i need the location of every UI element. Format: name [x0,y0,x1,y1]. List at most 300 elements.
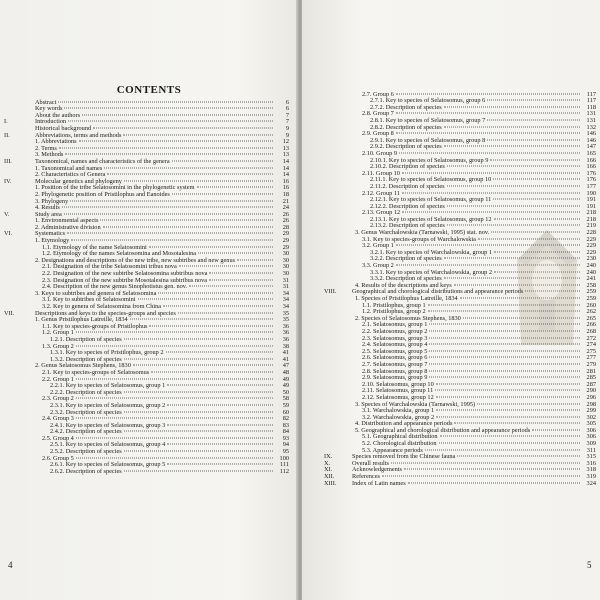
toc-entry-title: 3.1. Warchalowskia, group 1 [362,407,435,415]
toc-entry-page: 83 [282,421,289,429]
toc-dot-leader [58,96,273,103]
toc-entry-title: 4. Results [35,204,60,212]
toc-entry-title: 2.7. Selatosomus, group 7 [362,360,428,368]
toc-entry-page: 285 [586,374,596,382]
toc-dot-leader [167,399,273,406]
toc-entry-title: 2.10. Selatosomus, group 10 [362,380,434,388]
toc-entry-title: 2.12. Group 11 [362,189,400,197]
toc-entry-title: 2.8. Group 7 [362,110,394,118]
toc-dot-leader [396,88,580,95]
toc-entry-title: 2.4. Description of the new genus Sinophotistus gen. nov. [42,283,188,291]
toc-dot-leader [425,444,580,451]
toc-dot-leader [494,213,580,220]
toc-entry-title: 1. Environmental aspects [35,217,99,225]
toc-dot-leader [70,194,273,201]
toc-entry-page: 319 [586,473,596,481]
toc-entry-title: 1.2. Pristilophus, group 2 [362,308,426,316]
toc-entry-page: 58 [282,395,289,403]
toc-entry-title: 4. Results of the descriptions and keys [355,281,452,289]
toc-entry-page: 30 [282,270,289,278]
right-page [302,0,600,600]
toc-entry-page: 29 [282,243,289,251]
toc-entry-page: 229 [586,248,596,256]
toc-entry-page: 218 [586,215,596,223]
toc-entry-title: 2. Administrative division [35,223,101,231]
contents-title: CONTENTS [116,84,182,96]
toc-entry-number: X. [324,459,331,467]
toc-entry-page: 84 [282,428,289,436]
left-toc [4,97,289,473]
toc-dot-leader [391,457,580,464]
toc-entry-title: 2.5. Group 4 [42,434,74,442]
toc-entry-title: 2.8.2. Description of species [370,123,442,131]
toc-dot-leader [62,201,273,208]
toc-entry-title: 2.6.1. Key to species of Selatosomus, group 5 [50,461,166,469]
toc-entry-title: 2. Designations and descriptions of the new tribe, new subtribes and new genus [35,256,236,264]
toc-entry-number: XII. [324,473,335,481]
toc-entry-title: 2.3.1. Key to species of Selatosomus, group 2 [50,401,166,409]
toc-entry-page: 13 [282,144,289,152]
toc-entry-title: 2.5.2. Description of species [50,448,122,456]
toc-entry-title: 5.2. Chorological distribution [362,440,437,448]
toc-entry-title: 2.12.2. Description of species [370,202,445,210]
toc-entry-page: 146 [586,136,596,144]
toc-entry-page: 147 [586,143,596,151]
toc-dot-leader [104,161,273,168]
toc-dot-leader [435,384,580,391]
toc-entry-number: XI. [324,466,333,474]
toc-dot-leader [71,234,273,241]
toc-entry-title: Molecular genetics and phylogeny [35,177,122,185]
toc-entry-title: Acknowledgements [352,466,403,474]
toc-dot-leader [133,359,273,366]
toc-dot-leader [444,101,580,108]
toc-entry-title: 2.4. Group 3 [42,415,74,423]
toc-dot-leader [163,300,273,307]
toc-entry-page: 49 [282,375,289,383]
toc-dot-leader [100,214,273,221]
toc-entry-title: 3.2.2. Description of species [370,255,442,263]
toc-entry-page: 14 [282,164,289,172]
toc-entry-page: 18 [282,190,289,198]
toc-dot-leader [76,412,273,419]
toc-entry-title: 3. Methods [35,151,64,159]
toc-dot-leader [124,386,273,393]
toc-entry-title: 2.11.1. Key to species of Selatosomus, group 10 [370,176,492,184]
toc-dot-leader [399,147,580,154]
toc-dot-leader [167,438,273,445]
toc-dot-leader [404,463,580,470]
toc-entry-title: 2.3. Designation of the new subtribe Mosotalesina subtribus nova [42,276,208,284]
toc-entry-title: Systematics [35,230,66,238]
toc-dot-leader [67,227,273,234]
toc-dot-leader [138,293,273,300]
toc-entry-page: 24 [282,204,289,212]
toc-entry-page: 30 [282,250,289,258]
toc-entry-page: 12 [282,138,289,146]
toc-entry-page: 324 [586,479,596,487]
toc-entry-page: 50 [282,388,289,396]
toc-entry-page: 28 [282,223,289,231]
toc-entry-number: IX. [324,453,333,461]
toc-entry-page: 305 [586,420,596,428]
toc-entry-page: 275 [586,347,596,355]
toc-entry-page: 35 [282,316,289,324]
toc-entry-page: 34 [282,296,289,304]
toc-entry-title: 2.13. Group 12 [362,209,401,217]
toc-entry-title: 2. Phylogenetic position of Pristilophus and Eanoides [35,190,170,198]
toc-entry-title: 2.3.2. Description of species [50,408,122,416]
toc-entry-page: 259 [586,288,596,296]
toc-entry-page: 290 [586,387,596,395]
toc-entry-page: 48 [282,368,289,376]
toc-entry-title: 1.3.1. Key to species of Pristilophus, group 2 [50,349,164,357]
toc-entry-title: 2.13.2. Description of species [370,222,445,230]
toc-entry-page: 306 [586,433,596,441]
toc-dot-leader [149,241,273,248]
toc-dot-leader [76,372,273,379]
toc-entry-title: Overall results [352,459,389,467]
toc-entry-page: 7 [285,118,289,126]
toc-dot-leader [172,188,273,195]
toc-entry-page: 16 [282,177,289,185]
toc-dot-leader [382,470,580,477]
toc-entry-page: 296 [586,393,596,401]
toc-entry-number: V. [4,210,10,218]
toc-dot-leader [429,358,580,365]
toc-entry-title: 2.13.1. Key to species of Selatosomus, group 12 [370,215,492,223]
toc-entry-title: 2.3. Selatosomus, group 3 [362,334,428,342]
toc-dot-leader [167,379,273,386]
toc-dot-leader [103,221,273,228]
toc-entry-number: I. [4,118,8,126]
toc-entry-number: VIII. [324,288,337,296]
toc-dot-leader [93,122,273,129]
toc-entry-title: 2.6. Selatosomus, group 6 [362,354,428,362]
toc-entry-title: 2.7. Group 6 [362,90,394,98]
toc-entry-title: 1. Species of Pristilophus Latreille, 1834 [355,295,458,302]
toc-entry-title: Species removed from the Chinese fauna [352,453,456,461]
toc-entry-page: 268 [586,327,596,335]
toc-dot-leader [487,134,580,141]
toc-dot-leader [124,333,273,340]
toc-entry-title: 1.1. Key to species-groups of Pristilophus [42,322,148,330]
toc-entry-title: 3.1. Key to subtribes of Selatosomini [42,296,136,304]
toc-dot-leader [436,378,580,385]
toc-entry [324,478,596,485]
toc-entry-title: 5. Geographical and chorological distribution and appearance periods [355,426,531,434]
toc-entry-title: 2.2.1. Key to species of Selatosomus, group 1 [50,382,166,390]
toc-entry-title: 2. Terms [35,144,57,152]
toc-entry-title: 1. Genus Pristilophus Latreille, 1834 [35,316,128,324]
toc-entry-page: 41 [282,355,289,363]
toc-dot-leader [487,114,580,121]
toc-dot-leader [402,206,580,213]
toc-dot-leader [477,397,580,404]
toc-entry-page: 306 [586,426,596,434]
toc-entry-title: Study area [35,210,62,218]
toc-entry-title: Descriptions and keys to the species-groups and species [35,309,176,317]
toc-entry-number: VI. [4,230,13,238]
toc-entry-title: 1.2. Etymology of the names Selatosomina and Mosotalesina [42,250,197,258]
toc-dot-leader [107,168,273,175]
toc-dot-leader [408,477,580,484]
toc-entry-page: 302 [586,413,596,421]
toc-entry-title: Introduction [35,118,67,126]
toc-entry-title: 1.2.1. Description of species [50,335,122,343]
toc-entry-page: 47 [282,362,289,370]
toc-entry-page: 260 [586,301,596,309]
toc-entry-title: 2.12. Selatosomus, group 12 [362,393,434,401]
toc-entry-title: 1.3.2. Description of species [50,355,122,363]
toc-entry-title: References [352,473,380,481]
toc-entry-title: 5.1. Geographical distribution [362,433,438,441]
toc-entry-title: 2. Characteristics of Genera [35,171,106,179]
toc-entry-page: 191 [586,196,596,204]
toc-entry-page: 311 [586,446,596,454]
toc-dot-leader [123,128,273,135]
toc-entry-title: 1.1. Etymology of the name Selatosomini [42,243,147,251]
toc-entry-title: 3.2. Group 1 [362,242,394,250]
toc-entry-title: 2.9. Selatosomus, group 9 [362,374,428,382]
toc-entry-page: 117 [586,90,596,98]
toc-entry-page: 118 [586,103,596,111]
toc-entry-page: 166 [586,156,596,164]
toc-entry-page: 100 [279,454,289,462]
toc-entry-title: 3.3.2. Description of species [370,275,442,283]
toc-entry-title: 3. Species of Warchalowskia (Tarnawski, 1995) [355,400,476,408]
toc-entry-title: 5.3. Appearance periods [362,446,423,454]
toc-entry-page: 26 [282,217,289,225]
toc-dot-leader [76,326,273,333]
toc-entry-title: 3.3. Group 2 [362,262,394,270]
toc-dot-leader [396,127,580,134]
toc-entry-page: 309 [586,440,596,448]
toc-entry-title: 2.2. Group 1 [42,375,74,383]
toc-dot-leader [457,450,580,457]
toc-entry-page: 265 [586,314,596,322]
toc-dot-leader [447,180,580,187]
toc-dot-leader [59,142,273,149]
toc-entry-title: 1. Taxonomical and names [35,164,103,172]
toc-entry-title: 3. Genus Warchalowskia (Tarnawski, 1995) stat. nov. [355,229,490,237]
toc-dot-leader [124,175,273,182]
toc-entry-page: 111 [280,461,289,469]
toc-entry-page: 94 [282,441,289,449]
toc-dot-leader [454,417,580,424]
toc-dot-leader [429,371,580,378]
toc-entry-title: 2. Genus Selatosomus Stephens, 1830 [35,362,131,370]
toc-entry-page: 13 [282,151,289,159]
toc-entry-page: 230 [586,255,596,263]
toc-dot-leader [124,465,273,472]
toc-dot-leader [179,260,273,267]
toc-entry-title: 2.5.1. Key to species of Selatosomus, group 4 [50,441,166,449]
toc-entry-page: 59 [282,401,289,409]
toc-dot-leader [447,200,580,207]
toc-dot-leader [158,287,273,294]
toc-entry-title: 3.3.1. Key to species of Warchalowskia, group 2 [370,268,492,276]
toc-entry-page: 29 [282,230,289,238]
toc-entry-page: 14 [282,157,289,165]
toc-entry-page: 117 [586,97,596,105]
toc-entry-page: 165 [586,149,596,157]
toc-dot-leader [396,107,580,114]
toc-dot-leader [76,452,273,459]
toc-entry-page: 240 [586,268,596,276]
toc-dot-leader [440,430,580,437]
toc-entry-page: 34 [282,289,289,297]
toc-entry-title: 2.4.2. Description of species [50,428,122,436]
toc-entry-page: 287 [586,380,596,388]
toc-entry-title: 2.9. Group 8 [362,130,394,138]
toc-entry-page: 315 [586,453,596,461]
toc-entry-title: Abstract [35,98,57,106]
page-number-left: 4 [8,560,13,570]
toc-entry-title: 1.1. Pristilophus, group 1 [362,301,426,309]
toc-entry-title: 2.1. Designation of the tribe Selatosomini tribus nova [42,263,177,271]
toc-entry-page: 177 [586,182,596,190]
toc-dot-leader [68,115,273,122]
toc-entry-title: Geographical and chorological distributions and appearance periods [352,288,524,296]
toc-entry-title: 1. Etymology [35,237,70,245]
toc-entry-page: 228 [586,229,596,237]
toc-entry-title: 1. Abbreviations [35,138,77,146]
toc-entry-title: 4. Distribution and appearance periods [355,420,453,428]
toc-entry-title: 2.4. Selatosomus, group 4 [362,341,428,349]
toc-entry-title: 2.11. Selatosomus, group 11 [362,387,434,395]
toc-entry-page: 60 [282,408,289,416]
toc-entry-page: 298 [586,400,596,408]
toc-entry-page: 9 [285,124,289,132]
toc-entry-page: 6 [285,98,289,106]
toc-dot-leader [124,405,273,412]
toc-entry-title: Index of Latin names [352,479,406,487]
toc-entry-page: 31 [282,283,289,291]
toc-dot-leader [189,280,273,287]
toc-entry-title: 2.10.2. Description of species [370,163,445,171]
toc-entry-page: 277 [586,354,596,362]
toc-entry-title: Historical background [35,124,92,132]
toc-entry-page: 240 [586,262,596,270]
toc-dot-leader [444,140,580,147]
toc-dot-leader [490,153,580,160]
toc-dot-leader [209,267,273,274]
toc-dot-leader [436,404,580,411]
toc-entry-title: 3.1. Key to species-groups of Warchalowskia [362,235,476,243]
toc-entry-title: 2. Species of Selatosomus Stephens, 1830 [355,314,461,322]
toc-entry-page: 16 [282,184,289,192]
toc-entry-title: Key words [35,105,63,113]
toc-dot-leader [151,366,273,373]
toc-dot-leader [167,419,273,426]
toc-entry-page: 14 [282,171,289,179]
toc-entry-title: 2.4.1. Key to species of Selatosomus, group 3 [50,421,166,429]
toc-entry-page: 266 [586,321,596,329]
toc-entry-page: 229 [586,242,596,250]
toc-entry-page: 131 [586,110,596,118]
toc-dot-leader [493,173,580,180]
toc-entry-page: 281 [586,367,596,375]
toc-entry-page: 30 [282,256,289,264]
toc-entry-page: 258 [586,281,596,289]
toc-dot-leader [79,135,273,142]
toc-entry-title: 2.2. Selatosomus, group 2 [362,327,428,335]
toc-entry-title: 2.2. Designation of the new subtribe Selatosomina subtribus nova [42,270,208,278]
toc-entry-page: 49 [282,382,289,390]
toc-entry-page: 316 [586,459,596,467]
toc-entry-page: 34 [282,303,289,310]
toc-entry-page: 241 [586,275,596,283]
toc-dot-leader [65,148,273,155]
toc-dot-leader [124,425,273,432]
toc-entry-number: XIII. [324,479,337,487]
toc-entry-page: 166 [586,163,596,171]
toc-entry-page: 36 [282,335,289,343]
toc-entry-title: 2.11.2. Description of species [370,182,445,190]
toc-entry-title: 2.10.1. Key to species of Selatosomus, group 9 [370,156,489,164]
toc-dot-leader [447,160,580,167]
toc-entry-title: Taxonomical, names and characteristics of the genera [35,157,170,165]
toc-entry-title: 2.2.2. Description of species [50,388,122,396]
toc-entry-title: 2.7.2. Description of species [370,103,442,111]
toc-dot-leader [532,424,580,431]
toc-entry-number: II. [4,131,10,139]
toc-dot-leader [166,346,273,353]
toc-dot-leader [167,458,273,465]
toc-entry-title: 2.6.2. Description of species [50,467,122,475]
toc-entry-page: 95 [282,448,289,456]
toc-dot-leader [402,186,580,193]
toc-entry-title: 2.11. Group 10 [362,169,400,177]
toc-entry-page: 191 [586,202,596,210]
toc-entry-page: 38 [282,342,289,350]
toc-entry-number: IV. [4,177,12,185]
toc-dot-leader [436,411,580,418]
page-number-right: 5 [587,560,592,570]
toc-entry-page: 36 [282,329,289,337]
toc-entry-page: 35 [282,309,289,317]
toc-dot-leader [149,320,273,327]
toc-entry-page: 146 [586,130,596,138]
toc-entry-title: 3. Keys to subtribes and genera of Selatosomina [35,289,157,297]
toc-entry-page: 9 [285,131,289,139]
toc-entry-page: 259 [586,295,596,302]
toc-dot-leader [76,339,273,346]
toc-entry-page: 190 [586,189,596,197]
toc-entry-number: VII. [4,309,15,317]
toc-entry-page: 262 [586,308,596,316]
toc-entry-title: 3.2. Warchalowskia, group 2 [362,413,435,421]
toc-entry-title: 2.8.1. Key to species of Selatosomus, group 7 [370,116,486,124]
toc-entry-page: 7 [285,111,289,119]
toc-dot-leader [237,254,273,261]
toc-entry-title: 2.8. Selatosomus, group 8 [362,367,428,375]
toc-entry-page: 274 [586,341,596,349]
toc-entry-title: 2.1. Key to species-groups of Selatosomus [42,368,150,376]
toc-entry-title: 3.2.1. Key to species of Warchalowskia, group 1 [370,248,492,256]
toc-entry-page: 219 [586,222,596,230]
toc-dot-leader [172,155,273,162]
toc-entry-page: 299 [586,407,596,415]
toc-entry-title: 1.3. Group 2 [42,342,74,350]
toc-entry-title: Abbreviations, terms and methods [35,131,122,139]
toc-entry-title: 2.10. Group 9 [362,149,397,157]
toc-dot-leader [124,353,273,360]
toc-entry-page: 31 [282,276,289,284]
toc-entry-title: 2.9.1. Key to species of Selatosomus, group 8 [370,136,486,144]
toc-entry-page: 93 [282,434,289,442]
